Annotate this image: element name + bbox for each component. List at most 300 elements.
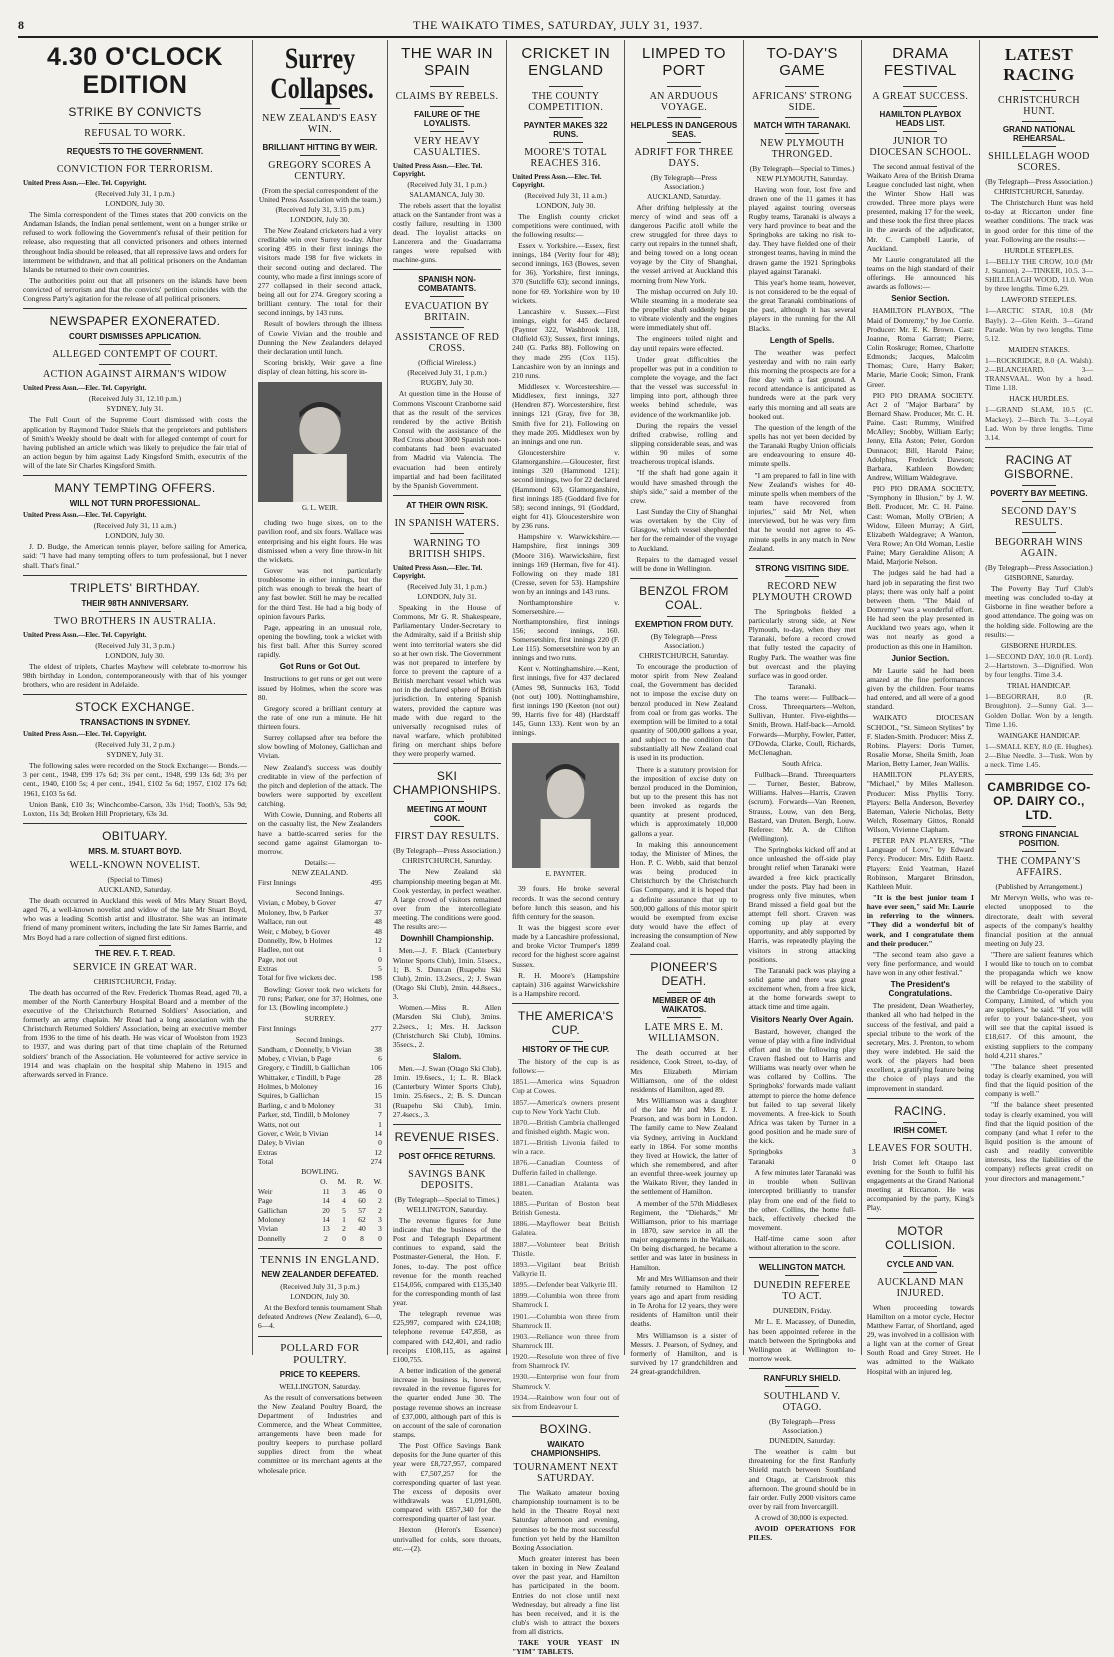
batting-row xyxy=(258,1091,382,1100)
bowling-column-header: M. xyxy=(337,1177,347,1187)
subhead: IRISH COMET. xyxy=(893,1125,948,1135)
headline-triplets-birthday: TRIPLETS' BIRTHDAY. xyxy=(69,580,200,595)
subhead: THE COMPANY'S AFFAIRS. xyxy=(997,856,1081,879)
bowler-name: Page xyxy=(257,1196,273,1206)
article-paragraph: The death has occurred of the Rev. Frederick Thomas Read, aged 70, a member of the North Canterbury Hospital Board and a member of the executive of the Christchurch Returned Soldiers' Association, and formerly an army chaplain. Mr Read had a long association with the Christchurch Returned Soldiers' Association, being an executive member from 1936 to the time of his death. He was vicar of Woolston from 1923 to 1937, and was during part of that time chaplain of the Returned soldiers' branch of the Association. He volunteered for active service in 1914 and was chaplain on the hospital ship Maheno in 1915 and afterwards served in France. xyxy=(23,987,247,1079)
score-label: Watts, not out xyxy=(257,1119,300,1129)
dateline: SYDNEY, July 31. xyxy=(106,404,164,414)
article-paragraph: The Christchurch Hunt was held to-day at Riccarton under fine weather conditions. The track was in good order for this time of the year. Following are the results:— xyxy=(984,198,1093,244)
score-value: 47 xyxy=(374,898,382,908)
subhead: STRONG VISITING SIDE. xyxy=(755,563,850,573)
wire-credit: United Press Assn.—Elec. Tel. Copyright. xyxy=(392,564,483,581)
runs: 8 xyxy=(360,1233,364,1243)
article-paragraph: Fullback—Brand. Threequarters — Turner, Bester, Babrow, Williams. Halves—Harris, Craven (scrum). Forwards—Van Reenen, Strauss, Louw, van den Berg, Bastard, van Druten. Bergh, Louw. Referee: Mr. A. de Clifton (Wellington). xyxy=(748,769,856,843)
subhead: PRICE TO KEEPERS. xyxy=(279,1369,361,1379)
subhead: HISTORY OF THE CUP. xyxy=(522,1045,610,1055)
headline-racing-at-gisborne: RACING AT GISBORNE. xyxy=(1004,453,1074,482)
score-value: 7 xyxy=(378,1110,382,1120)
batting-row xyxy=(258,936,382,945)
article-paragraph: The authorities point out that all prisoners on the islands have been convicted of terrorism and that the convicts' petition coincides with the Congress Party's agitation for the release of all political prisoners. xyxy=(23,275,247,304)
columns xyxy=(18,40,1098,1657)
score-value: 198 xyxy=(370,973,382,983)
article-paragraph: This year's home team, however, is not considered to be the equal of the great Taranaki combinations of the past, although it has several players in the running for the All Blacks. xyxy=(748,277,856,333)
article-paragraph: J. D. Budge, the American tennis player, before sailing for America, said: "I have had many tempting offers to turn professional, but I never shall. That's final." xyxy=(23,542,247,570)
special-line: (By Telegraph—Special to Times.) xyxy=(749,163,855,173)
score-label: Springboks xyxy=(748,1147,783,1157)
article-paragraph: In making this announcement today, the Minister of Mines, the Hon. P. C. Webb, said that benzol was being produced in Christchurch by the Christchurch Gas Company, and it is hoped that a definite assurance that up to 500,000 gallons of this motor spirit would be exempted from excise duty would have the effect of increasing the consumption of New Zealand coal. xyxy=(630,839,738,950)
race-heading: LAWFORD STEEPLES. xyxy=(1001,295,1077,305)
dateline: GISBORNE, Saturday. xyxy=(1004,573,1074,583)
race-result: 1—BEGORRAH, 8.0 (R. Broughton). 2—Sunny Gal. 3—Golden Dollar. Won by a length. Time 1.16. xyxy=(984,692,1093,729)
subhead: FIRST DAY RESULTS. xyxy=(394,831,500,843)
race-result: 1—SMALL KEY, 8.0 (E. Hughes). 2—Blue Needle. 3—Tusk. Won by a neck. Time 1.45. xyxy=(984,741,1093,770)
scorecard-surrey-second xyxy=(258,1045,382,1158)
team-heading: Taranaki. xyxy=(788,681,817,691)
newspaper-masthead-title: THE WAIKATO TIMES, SATURDAY, JULY 31, 1937. xyxy=(413,18,703,32)
article-paragraph: Men.—J. Swan (Otago Ski Club), 1min. 19.6secs., 1; L. R. Black (Canterbury Winter Sports Club), 1min. 25.6secs., 2; B. S. Duncan (Ruapehu Ski Club), 1min. 27.4secs., 3. xyxy=(392,1063,502,1119)
article-paragraph: Result of bowlers through the illness of Cowie Vivian and the trouble and Dunning the New Zealanders delayed their declaration until lunch. xyxy=(257,319,382,356)
received-line: (Received July 31, 3 p.m.) xyxy=(95,640,175,650)
half-time-score xyxy=(749,1147,856,1166)
score-value: 12 xyxy=(374,935,382,945)
score-value: 1 xyxy=(378,945,382,955)
score-label: Total for five wickets dec. xyxy=(257,973,337,983)
subhead: Got Runs or Got Out. xyxy=(279,662,361,672)
score-value: 3 xyxy=(851,1147,856,1157)
subhead: THE REV. F. T. READ. xyxy=(94,948,176,958)
bowler-name: Gallichan xyxy=(257,1205,288,1215)
article-paragraph: The death occurred at her residence, Cook Street, to-day, of Mrs Elizabeth Mirriam Williamson, one of the oldest residents of Hamilton, aged 89. xyxy=(630,1048,738,1094)
score-value: 28 xyxy=(374,1072,382,1082)
subhead: FAILURE OF THE LOYALISTS. xyxy=(414,109,480,128)
article-paragraph: Hampshire v. Warwickshire.—Hampshire, first innings 309 (Moore 316). Warwickshire, first innings 169 (Herman, five for 41). Following on they made 181 (Cresse, seven for 53). Hampshire won by an innings and 143 runs. xyxy=(512,532,620,597)
subhead: DUNEDIN REFEREE TO ACT. xyxy=(753,1280,851,1303)
article-paragraph: Repairs to the damaged vessel will be done in Wellington. xyxy=(630,554,738,573)
bowling-row xyxy=(258,1196,382,1205)
article-paragraph: At the Bexford tennis tournament Shah defeated Andrews (New Zealand), 6—0, 6—4. xyxy=(257,1303,382,1331)
batting-row xyxy=(258,1045,382,1054)
article-paragraph: Mrs Williamson was a daughter of the late Mr and Mrs E. J. Pearson, and was born in London. The family came to New Zealand via Sydney, arriving in Auckland early in 1864. For some months they lived at Howick, the latter of which she remembered, and after an eventful three-week journey up the Waikato River, they landed in the settlement of Hamilton. xyxy=(630,1096,738,1197)
score-value: 1 xyxy=(378,1119,382,1129)
overs: 14 xyxy=(322,1196,330,1206)
wickets: 2 xyxy=(378,1205,382,1215)
bowling-column-header: O. xyxy=(320,1177,328,1187)
list-item: 1887.—Volunteer beat British Thistle. xyxy=(512,1239,620,1258)
wire-credit: United Press Assn.—Elec. Tel. Copyright. xyxy=(512,172,602,189)
subhead: HELPLESS IN DANGEROUS SEAS. xyxy=(630,120,738,139)
score-value: 0 xyxy=(851,1156,856,1166)
article-paragraph: Irish Comet left Otaupo last evening for the South to fulfil his engagements at the Grand National meeting at Riccarton. He was accompanied by the party, King's Play. xyxy=(866,1157,974,1213)
score-label: Mobey, c Vivian, b Page xyxy=(257,1053,332,1063)
article-paragraph: The Springboks fielded a particularly strong side, at New Plymouth, to-day, when they met Taranaki, before a record crowd that fully tested the capacity of Rugby Park. The weather was fine but overcast and the playing surface was in good order. xyxy=(748,606,856,680)
subhead: POVERTY BAY MEETING. xyxy=(990,489,1088,499)
subhead: MATCH WITH TARANAKI. xyxy=(753,120,851,130)
overs: 11 xyxy=(322,1186,330,1196)
batting-row xyxy=(258,898,382,907)
batting-row xyxy=(258,1073,382,1082)
wire-credit: United Press Assn.—Elec. Tel. Copyright. xyxy=(23,630,147,639)
subhead: NEW ZEALANDER DEFEATED. xyxy=(261,1270,379,1280)
wickets: 0 xyxy=(378,1186,382,1196)
article-paragraph: The question of the length of the spells has not yet been decided by the Taranaki Rugby Union officials are endeavouring to ensure 40-minute spells. xyxy=(748,422,856,469)
article-paragraph: HAMILTON PLAYERS, "Michael," by Miles Malleson. Producer: Miss Phyllis Torry. Players: Bella Anderson, Beverley Bateman, Valerie Nicholas, Betty Welch, Rosemary Gittos, Ronald Wilson, Vivienne Clapham. xyxy=(866,770,974,835)
article-paragraph: The president, Dean Weatherley, thanked all who had helped in the success of the festival, and paid a special tribute to the work of the secretary, Mrs. J. Prenton, to whom they were indebted. He said the work of the players had been excellent, a gratifying feature being the choice of plays and the improvement in standard. xyxy=(866,1001,974,1093)
wickets: 0 xyxy=(378,1233,382,1243)
score-label: Extras xyxy=(257,964,278,974)
article-paragraph: R. H. Moore's (Hampshire captain) 316 against Warwickshire is a Hampshire record. xyxy=(512,970,620,998)
race-heading: HACK HURDLES. xyxy=(1009,394,1069,404)
article-paragraph: Men.—J. F. Black (Canterbury Winter Sports Club), 1min. 51secs., 1; B. S. Duncan (Ruapehu Ski Club), 2min. 13.2secs., 2; J. Swan (Otago Ski Club), 2min. 44.8secs., 3. xyxy=(392,946,502,1002)
wickets: 2 xyxy=(378,1196,382,1206)
subhead: PAYNTER MAKES 322 RUNS. xyxy=(523,120,608,139)
advertisement-line: Hexton (Heron's Essence) unrivalled for colds, sore throats, etc.—(2). xyxy=(392,1525,502,1553)
subhead: MEETING AT MOUNT COOK. xyxy=(407,805,488,824)
batting-row xyxy=(258,1148,382,1157)
runs: 40 xyxy=(358,1224,366,1234)
score-value: 48 xyxy=(374,917,382,927)
article-paragraph: Page, appearing in an unusual role, opening the bowling, took a wicket with his first ball. After this Surrey scored rapidly. xyxy=(257,622,382,660)
bowler-name: Moloney xyxy=(257,1214,286,1224)
column-surrey-collapses xyxy=(253,40,388,1475)
telegraph-line: (By Telegraph—Press Association.) xyxy=(985,177,1093,187)
headline-many-tempting-offers: MANY TEMPTING OFFERS. xyxy=(54,481,216,496)
article-paragraph: The following sales were recorded on the Stock Exchange:— Bonds.—3 per cent., 1948, £99 17s 6d; 3¼ per cent., 1948, £99 13s 6d; 3½ per cent., 1940, £100 5s; 4 per cent., 1941, £102 5s 6d; 1957, £102 17s 6d; 1961, £103 5s 6d. xyxy=(23,761,247,798)
subhead: GRAND NATIONAL REHEARSAL. xyxy=(1002,125,1076,144)
article-paragraph: The second annual festival of the Waikato Area of the British Drama League concluded last night, when the Winter Show Hall was crowded. Three more plays were presented, making 17 for the week, and these took the first three places in the awards of the adjudicator, Mr. C. Campbell Laurie, of Auckland. xyxy=(866,161,974,253)
score-label: Total xyxy=(257,1157,274,1167)
headline-cambridge-co-op-dairy: CAMBRIDGE CO-OP. DAIRY CO., LTD. xyxy=(987,780,1091,823)
subhead: TOURNAMENT NEXT SATURDAY. xyxy=(513,1461,619,1484)
article-paragraph: 39 fours. He broke several records. It was the second century before lunch this season, and his fifth century for the season. xyxy=(512,884,620,921)
score-value: 38 xyxy=(374,1044,382,1054)
runs: 57 xyxy=(358,1205,366,1215)
page-number: 8 xyxy=(18,18,24,32)
score-value: 12 xyxy=(374,1147,382,1157)
headline-strike-by-convicts: STRIKE BY CONVICTS xyxy=(68,105,202,119)
subhead: EVACUATION BY BRITAIN. xyxy=(404,301,490,324)
section-title-drama-festival: DRAMA FESTIVAL xyxy=(883,45,957,80)
race-heading: HURDLE STEEPLES. xyxy=(1004,245,1074,255)
article-paragraph: Northamptonshire v. Somersetshire.—Northamptonshire, first innings 156; second innings, 160. Somersetshire, first innings 220 (F. Lee 115). Somersetshire won by an innings and two runs. xyxy=(512,598,620,663)
telegraph-line: (By Telegraph—Press Association.) xyxy=(393,846,501,856)
score-value: 16 xyxy=(374,1082,382,1092)
maidens: 5 xyxy=(342,1205,346,1215)
headline-boxing: BOXING. xyxy=(539,1421,592,1436)
batting-row xyxy=(258,1101,382,1110)
received-line: (Received July 31, 11 a.m.) xyxy=(93,521,177,531)
column-limped-to-port xyxy=(625,40,743,1377)
overs: 14 xyxy=(322,1214,330,1224)
article-paragraph: cluding two huge sixes, on to the pavilion roof, and six fours. Wallace was enterprising and his eight fours. He was dismissed when a very fine throw-in hit the wickets. xyxy=(257,518,382,564)
score-value: 495 xyxy=(370,878,382,888)
section-title-latest-racing: LATEST RACING xyxy=(1003,45,1075,84)
bowler-name: Donnelly xyxy=(257,1233,286,1243)
headline-tennis-in-england: TENNIS IN ENGLAND. xyxy=(260,1254,380,1267)
score-label: Barling, c and b Moloney xyxy=(257,1100,335,1110)
score-label: Hadlee, not out xyxy=(257,945,304,955)
dateline: WELLINGTON, Saturday. xyxy=(406,1204,488,1214)
list-item: 1870.—British Cambria challenged and finished eighth. Magic won. xyxy=(512,1117,620,1137)
subhead: CLAIMS BY REBELS. xyxy=(395,90,499,102)
score-value: 274 xyxy=(370,1157,382,1167)
headline-benzol-from-coal: BENZOL FROM COAL. xyxy=(639,583,729,612)
score-label: Weir, c Mobey, b Gover xyxy=(257,926,330,936)
article-paragraph: There is a statutory provision for the imposition of excise duty on benzol produced in the Dominion, but up to the present this has not been invoked as regards the quantity at present produced, which is approximately 10,000 gallons a year. xyxy=(630,764,738,838)
article-paragraph: Mr Laurie said he had been amazed at the fine performances given by the children. Four teams had entered, and all were of a good standard. xyxy=(866,665,974,712)
dateline: RUGBY, July 30. xyxy=(420,378,474,388)
column-war-in-spain xyxy=(388,40,507,1553)
subhead: LATE MRS E. M. WILLIAMSON. xyxy=(644,1022,724,1045)
article-paragraph: The weather was perfect yesterday and with no rain early this morning the prospects are for a fine day with a fast ground. A record attendance is anticipated as hundreds were at the park very early this morning and all seats are booked out. xyxy=(748,347,856,421)
column-drama-festival xyxy=(862,40,980,1376)
special-line: (From the special correspondent of the United Press Association with the team.) xyxy=(258,186,381,204)
subhead: SECOND DAY'S RESULTS. xyxy=(1001,506,1077,529)
score-value: 5 xyxy=(378,964,382,974)
runs: 62 xyxy=(358,1214,366,1224)
score-value: 0 xyxy=(378,1138,382,1148)
list-item: 1857.—America's owners present cup to New York Yacht Club. xyxy=(512,1097,620,1116)
subhead: Senior Section. xyxy=(891,294,950,304)
article-paragraph: PIO PIO DRAMA SOCIETY. Act 2 of "Major Barbara" by Bernard Shaw. Producer, Mr. C. H. Paine. Cast: Rummy, Winifred McAlley; Snobby, William Early; Jenny, Ella Aston; Peter, Gordon Dunnacot; Bill, Harold Paine; Adolphus, Frederick Dawson; Barbara, Kathleen Bowden; Andrew, William Waldegrave. xyxy=(866,390,974,482)
subhead: AT THEIR OWN RISK. xyxy=(406,501,488,511)
subhead: COURT DISMISSES APPLICATION. xyxy=(68,332,201,342)
article-paragraph: The weather is calm but threatening for the first Ranfurly Shield match between Southland and Otago, at Carisbrook this afternoon. The ground should be in fair order. Fully 2000 visitors came over by rail from Invercargill. xyxy=(748,1447,856,1511)
received-line: (Received July 31, 3 p.m.) xyxy=(280,1282,360,1292)
list-item: 1899.—Columbia won three from Shamrock I. xyxy=(512,1291,620,1310)
subhead: EXEMPTION FROM DUTY. xyxy=(634,619,734,629)
dateline: SYDNEY, July 31. xyxy=(106,750,164,760)
wire-credit: United Press Assn.—Elec. Tel. Copyright. xyxy=(23,511,147,520)
article-paragraph: "It is the best junior team I have ever seen," said Mr. Laurie in referring to the winners. "They did a wonderful bit of work, and I congratulate them and their producer." xyxy=(866,893,974,948)
subhead: SPANISH NON-COMBATANTS. xyxy=(418,275,476,294)
score-value: 37 xyxy=(374,907,382,917)
dateline: LONDON, July 30. xyxy=(290,1292,350,1302)
article-paragraph: The Springboks kicked off and at once unleashed the off-side play brought relief when Taranaki were awarded a free kick practically under the posts. Play had been in progress only five minutes, when Brand missed a field goal but the attempt fell short. Craven was coming up play at every opportunity, and ably supported by Harris, was repeatedly playing the visitors in strong attacking positions. xyxy=(748,845,856,964)
article-paragraph: The New Zealand ski championship meeting began at Mt. Cook yesterday, in perfect weather. A large crowd of visitors remained over from the intercollegiate meeting. The conditions were good. The results are:— xyxy=(392,867,502,932)
received-line: (Received July 31, 1 p.m.) xyxy=(407,582,487,592)
subhead: THE COUNTY COMPETITION. xyxy=(528,90,604,113)
subhead: AFRICANS' STRONG SIDE. xyxy=(752,90,853,113)
score-value: 0 xyxy=(378,954,382,964)
subhead: Slalom. xyxy=(432,1051,462,1061)
published-line: (Published by Arrangement.) xyxy=(995,882,1083,892)
article-paragraph: Under great difficulties the propeller was put in a condition to complete the voyage, and the fact that the vessel was successful in limping into port, although three weeks behind schedule, was evidence of the workmanlike job. xyxy=(630,354,738,419)
subhead: REQUESTS TO THE GOVERNMENT. xyxy=(66,147,204,156)
subhead: WELLINGTON MATCH. xyxy=(758,1263,846,1273)
article-paragraph: As the result of conversations between the New Zealand Poultry Board, the Department of Industries and Commerce, and the Wheat Committee, arrangements have been made for poultry keepers to purchase pollard supplies direct from the wheat committee or its merchant agents at the wholesale price. xyxy=(257,1392,382,1475)
subhead: ADRIFT FOR THREE DAYS. xyxy=(634,146,734,169)
bowling-header-row xyxy=(258,1177,382,1186)
subhead: BRILLIANT HITTING BY WEIR. xyxy=(262,143,378,152)
headline-pollard-for-poultry: POLLARD FOR POULTRY. xyxy=(280,1341,360,1366)
headline-obituary: OBITUARY. xyxy=(102,828,168,843)
headline-revenue-rises: REVENUE RISES. xyxy=(394,1129,500,1144)
article-paragraph: When proceeding towards Hamilton on a motor cycle, Hector Matthew Farrar, of Shortland, aged 29, was involved in a collision with a light van at the corner of Great South Road and Grey Street. He was admitted to the Waikato Hospital with an injured leg. xyxy=(866,1302,974,1376)
subhead: MOORE'S TOTAL REACHES 316. xyxy=(524,146,608,169)
section-title-todays-game: TO-DAY'S GAME xyxy=(766,45,838,80)
section-title-limped-to-port: LIMPED TO PORT xyxy=(641,45,726,80)
scorecard-total xyxy=(258,1157,382,1166)
maidens: 3 xyxy=(342,1186,346,1196)
subhead: BEGORRAH WINS AGAIN. xyxy=(994,537,1083,560)
article-paragraph: Middlesex v. Worcestershire.—Middlesex, first innings, 327 (Hendren 87). Worcestershire, first innings 121 (Gray, five for 38, Smith five for 21). Following on they made 205. Middlesex won by an innings and one run. xyxy=(512,382,620,446)
dateline: WELLINGTON, Saturday. xyxy=(279,1381,361,1391)
dateline: LONDON, July 30. xyxy=(290,215,350,224)
article-paragraph: To encourage the production of motor spirit from New Zealand coal, the Government has decided not to impose the excise duty on benzol produced in New Zealand from coal or from gas works. The exemption will be limited to a total quantity of 500,000 gallons a year, and subject to the condition that substantially all New Zealand coal is used in its production. xyxy=(630,661,738,763)
dateline: CHRISTCHURCH, Friday. xyxy=(93,976,177,986)
article-paragraph: After drifting helplessly at the mercy of wind and seas off a dangerous Pacific atoll while the crew struggled for three days to carry out repairs in the tunnel shaft, and being towed on a long ocean voyage by the City of Shanghai, the vessel arrived at Auckland this morning from New York. xyxy=(630,202,738,285)
headline-newspaper-exonerated: NEWSPAPER EXONERATED. xyxy=(49,314,221,329)
batting-row xyxy=(258,927,382,936)
headline-pioneers-death: PIONEER'S DEATH. xyxy=(650,960,718,989)
special-line: (Special to Times) xyxy=(107,874,163,884)
advertisement-line: TAKE YOUR YEAST IN "YIM" TABLETS. xyxy=(512,1638,620,1657)
column-latest-racing xyxy=(980,40,1098,1355)
list-item: 1871.—British Livonia failed to win a race. xyxy=(512,1138,620,1157)
wire-credit: United Press Assn.—Elec. Tel. Copyright. xyxy=(392,161,483,178)
article-paragraph: Mr L. E. Macassey, of Dunedin, has been appointed referee in the match between the Springboks and Wellington at Wellington to-morrow week. xyxy=(748,1317,856,1364)
subhead: MRS. M. STUART BOYD. xyxy=(88,846,182,856)
subhead: IN SPANISH WATERS. xyxy=(394,518,500,530)
bowling-row xyxy=(258,1215,382,1224)
article-paragraph: The engineers toiled night and day until repairs were effected. xyxy=(630,334,738,353)
article-paragraph: "There are salient features which I would like to touch on to combat the propaganda which we know will be relayed to the stability of the Cambridge Co-operative Dairy Company, Limited, of which you are suppliers," he said. "If you will refer to your balance-sheet, you will see that the capital issued is £18,617. Of this amount, the existing suppliers to the company hold 4,211 shares." xyxy=(984,950,1093,1060)
bowling-heading: BOWLING. xyxy=(301,1167,339,1177)
bowling-column-header: W. xyxy=(373,1177,382,1187)
article-paragraph: Mr Laurie congratulated all the teams on the high standard of their offerings. He announced his awards as follows:— xyxy=(866,254,974,292)
column-cricket-in-england xyxy=(507,40,625,1657)
list-item: 1903.—Reliance won three from Shamrock III. xyxy=(512,1331,620,1350)
article-paragraph: Gregory scored a brilliant century at the rate of one run a minute. He hit thirteen fours. xyxy=(257,703,382,732)
article-paragraph: The Post Office Savings Bank deposits for the June quarter of this year were £8,727,957, compared with £7,507,257 for the corresponding quarter of last year. The excess of deposits over withdrawals was £1,091,600, compared with £857,340 for the corresponding quarter of last year. xyxy=(392,1441,502,1524)
batting-row xyxy=(258,1082,382,1091)
dateline: LONDON, July 31. xyxy=(417,592,477,602)
photo-paynter xyxy=(512,743,619,868)
list-item: 1895.—Defender beat Valkyrie III. xyxy=(512,1280,618,1290)
batting-row xyxy=(258,1110,382,1119)
runs: 46 xyxy=(358,1186,366,1196)
subhead: ALLEGED CONTEMPT OF COURT. xyxy=(52,349,218,361)
details-label: Details:— xyxy=(304,858,336,868)
article-paragraph: Speaking in the House of Commons, Mr G. R. Shakespeare, Parliamentary Under-Secretary to the Admiralty, said if a British ship went into territorial waters she did so at her own risk. The Government was not prepared to interfere by force to prevent the capture of a British merchant vessel which was not in the declared sphere of British jurisdiction. In entering Spanish waters, provided the capture was made with due regard to the universally recognised rules of naval warfare, which prohibited firing on merchant ships before they were properly warned. xyxy=(392,603,502,759)
subhead: RANFURLY SHIELD. xyxy=(763,1374,841,1384)
dateline: DUNEDIN, Saturday. xyxy=(769,1436,836,1446)
subhead: HAMILTON PLAYBOX HEADS LIST. xyxy=(879,109,962,128)
score-label: Page, not out xyxy=(257,954,298,964)
maidens: 1 xyxy=(342,1214,346,1224)
article-paragraph: Kent v. Nottinghamshire.—Kent, first innings, five for 437 declared (Ames 98, Sunnucks 163, Todd (not out) 100). Nottinghamshire, first innings 190 (Keeton (not out) 99, Harris five for 48) (Hardstaff 145, Gunn 133). Kent won by an innings. xyxy=(512,664,620,738)
list-item: 1885.—Puritan of Boston beat British Genesta. xyxy=(512,1199,620,1218)
article-paragraph: The Taranaki pack was playing a solid game and there was great excitement when, from a free kick, at the home forwards swept to attack time and time again. xyxy=(748,965,856,1012)
subhead: LEAVES FOR SOUTH. xyxy=(868,1142,973,1154)
article-paragraph: Gover was not particularly troublesome in either innings, but the pitch was enough to break the heart of any fast bowler. Still he may be recalled for the third Test. He had a big body of opinion favours Parks. xyxy=(257,565,382,621)
received-line: (Received July 31, 2 p.m.) xyxy=(95,740,175,750)
batting-row xyxy=(258,1129,382,1138)
score-label: First Innings xyxy=(257,1024,297,1034)
article-paragraph: Mr Mervyn Wells, who was re-elected unopposed to the directorate, dealt with several aspects of the company's healthy financial position at the annual meeting on July 23. xyxy=(984,893,1093,948)
dateline: LONDON, July 30. xyxy=(105,531,165,541)
section-title-war-in-spain: THE WAR IN SPAIN xyxy=(401,45,493,80)
article-paragraph: The New Zealand cricketers had a very creditable win over Surrey to-day. After scoring 495 in their first innings the visitors made 198 for five wickets in their second outing and declared. The county, who made a first innings score of 277 collapsed in their second attack, being all out for 274. Gregory scoring a brilliant century. The total for their second innings, by 143 runs. xyxy=(257,226,382,318)
dateline: LONDON, July 30. xyxy=(105,650,165,660)
score-label: Wallace, run out xyxy=(257,917,308,927)
subhead: CYCLE AND VAN. xyxy=(886,1259,954,1269)
subhead: TRANSACTIONS IN SYDNEY. xyxy=(79,718,191,728)
subhead: Junior Section. xyxy=(891,653,950,663)
subhead: SHILLELAGH WOOD SCORES. xyxy=(988,151,1090,174)
subhead: THEIR 98TH ANNIVERSARY. xyxy=(81,598,189,608)
dateline: NEW PLYMOUTH, Saturday. xyxy=(756,173,848,183)
dateline: CHRISTCHURCH, Saturday. xyxy=(402,856,492,866)
score-label: Whittaker, c Tindill, b Page xyxy=(257,1072,341,1082)
article-paragraph: "I am prepared to fall in line with New Zealand's wishes for 40-minute spells when members of the team have recovered from injuries," said Mr Nel, when interviewed, but he was very firm that he would not agree to 45-minute spells in any match in New Zealand. xyxy=(748,470,856,553)
race-heading: TRIAL HANDICAP. xyxy=(1007,681,1071,691)
section-title-4-30-edition: 4.30 O'CLOCK EDITION xyxy=(47,43,223,99)
list-item: 1920.—Resolute won three of five from Shamrock IV. xyxy=(512,1352,620,1371)
advertisement-line: AVOID OPERATIONS FOR PILES. xyxy=(748,1524,856,1543)
article-paragraph: Mr and Mrs Williamson and their family returned to Hamilton 12 years ago and apart from residing in Te Aroha for 12 years, they were residents of Hamilton until their deaths. xyxy=(630,1273,738,1329)
subhead: NEW PLYMOUTH THRONGED. xyxy=(759,137,845,160)
bowler-name: Vivian xyxy=(257,1224,278,1234)
subhead: CHRISTCHURCH HUNT. xyxy=(997,95,1080,118)
article-paragraph: Last Sunday the City of Shanghai was overtaken by the City of Glasgow, which vessel shepherded her for the remainder of the voyage to Auckland. xyxy=(630,507,738,553)
innings-heading: Second Innings. xyxy=(295,1034,345,1044)
batting-row xyxy=(258,1138,382,1147)
runs: 60 xyxy=(358,1196,366,1206)
score-value: 277 xyxy=(370,1024,382,1034)
telegraph-line: (By Telegraph—Press Association.) xyxy=(769,1417,836,1436)
score-label: Daley, b Vivian xyxy=(257,1138,305,1148)
list-item: 1901.—Columbia won three from Shamrock II. xyxy=(512,1311,620,1330)
list-item: 1881.—Canadian Atalanta was beaten. xyxy=(512,1178,620,1197)
article-paragraph: The eldest of triplets, Charles Mayhew will celebrate to-morrow his 98th birthday in London, contemporaneously with that of his younger brothers, who are resident in Adelaide. xyxy=(23,661,247,689)
subhead: SERVICE IN GREAT WAR. xyxy=(73,961,197,973)
score-label: Sandham, c Donnelly, b Vivian xyxy=(257,1044,352,1054)
score-value: 31 xyxy=(374,1100,382,1110)
batting-row xyxy=(258,945,382,954)
race-result: 1—SECOND DAY, 10.0 (R. Lord). 2—Hartstown. 3—Dignified. Won by four lengths. Time 3.4. xyxy=(984,651,1093,680)
column-4-30-edition xyxy=(18,40,253,1355)
race-result: 1—BELLY THE CROW, 10.0 (Mr J. Stanton). 2—TINKER, 10.5. 3—SHILLELAGH WOOD, 11.0. Won by three lengths. Time 6.29. xyxy=(984,256,1093,294)
article-paragraph: The English county cricket competitions were continued, with the following results:— xyxy=(512,211,620,239)
race-result: 1—ARCTIC STAR, 10.8 (Mr Bayly). 2—Glen Keith. 3—Grand Parade. Won by two lengths. Time 5.12. xyxy=(984,306,1093,343)
article-paragraph: Scoring briskly, Weir gave a fine display of clean hitting, his score in- xyxy=(257,357,382,377)
score-label: Donnelly, lbw, b Holmes xyxy=(257,935,333,945)
article-paragraph: The teams were:— Fullback—Cross. Threequarters—Welton, Sullivan, Hunter. Five-eighths—Smith, Brown. Half-back—Arnold. Forwards—Murphy, Fowler, Patter, O'Dowda, Clarke, Coull, Richards, McClenaghan. xyxy=(748,692,856,757)
overs: 13 xyxy=(322,1224,330,1234)
subhead: JUNIOR TO DIOCESAN SCHOOL. xyxy=(869,135,972,158)
article-paragraph: The mishap occurred on July 10. While steaming in a moderate sea the propeller shaft suddenly began to vibrate violently and the engines were immediately shut off. xyxy=(630,286,738,333)
dateline: SALAMANCA, July 30. xyxy=(409,189,485,199)
dateline: AUCKLAND, Saturday. xyxy=(98,884,172,894)
dateline: CHRISTCHURCH, Saturday. xyxy=(994,187,1084,197)
official-line: (Official Wireless.) xyxy=(418,358,476,368)
subhead: AUCKLAND MAN INJURED. xyxy=(876,1276,964,1299)
section-title-cricket-in-england: CRICKET IN ENGLAND xyxy=(521,45,611,80)
subhead: SOUTHLAND V. OTAGO. xyxy=(763,1391,841,1414)
bowling-row xyxy=(258,1224,382,1233)
subhead: TWO BROTHERS IN AUSTRALIA. xyxy=(53,615,216,627)
article-paragraph: The Poverty Bay Turf Club's meeting was concluded to-day at Gisborne in fine weather before a good attendance. The going was on the holding side. Following are the results:— xyxy=(984,584,1093,639)
telegraph-line: (By Telegraph—Press Association.) xyxy=(650,172,718,191)
dateline: DUNEDIN, Friday. xyxy=(772,1306,832,1316)
score-value: 14 xyxy=(374,1128,382,1138)
score-label: Extras xyxy=(257,1147,278,1157)
score-label: First Innings xyxy=(257,878,297,888)
team-heading: South Africa. xyxy=(782,758,823,768)
received-line: (Received July 31, 3.15 p.m.) xyxy=(275,205,365,214)
wire-credit: United Press Assn.—Elec. Tel. Copyright. xyxy=(23,384,147,393)
